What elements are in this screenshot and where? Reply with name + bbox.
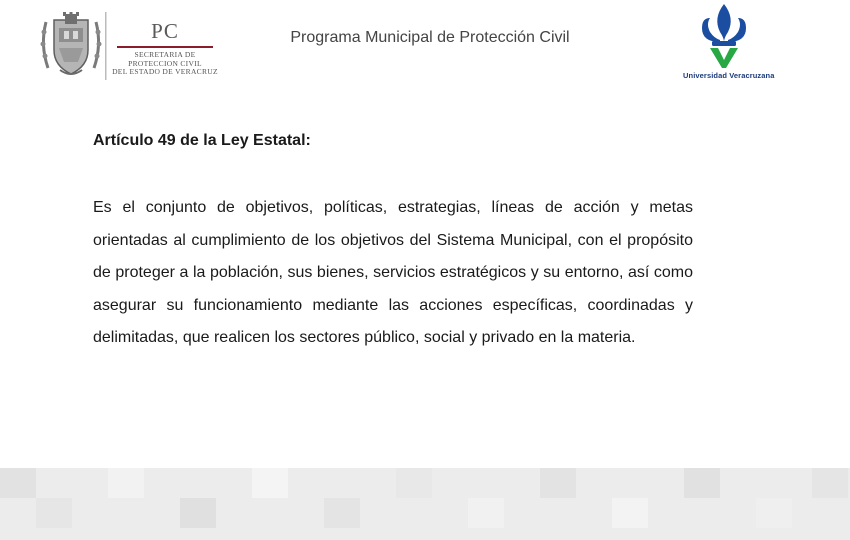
footer-tile <box>540 468 576 498</box>
pc-line-1: SECRETARIA DE <box>134 50 196 59</box>
fleur-de-lis-icon <box>680 2 780 70</box>
footer-tile <box>108 468 144 498</box>
article-body: Es el conjunto de objetivos, políticas, estrategias, líneas de acción y metas orientadas al cumplimiento de los objetivos del Sistema Municipal, con el propósito de proteger a la población, sus bienes, servicios estratégicos y su entorno, así como asegurar su funcionamiento mediante las acciones específicas, coordinadas y delimitadas, que realicen los sectores público, social y privado en la materia. <box>93 199 693 346</box>
footer-tile <box>812 468 848 498</box>
pc-line-2: PROTECCION CIVIL <box>128 58 202 68</box>
footer-tile <box>468 498 504 528</box>
footer-tile <box>180 498 216 528</box>
footer-tile <box>756 498 792 528</box>
article-heading: Artículo 49 de la Ley Estatal: <box>93 132 311 149</box>
footer-tile <box>684 468 720 498</box>
page-title: Programa Municipal de Protección Civil <box>290 29 570 46</box>
header <box>0 0 850 95</box>
footer-tile <box>396 468 432 498</box>
university-name: Universidad Veracruzana <box>683 71 775 80</box>
footer-tile <box>252 468 288 498</box>
footer-tile <box>612 498 648 528</box>
footer-tile <box>0 468 36 498</box>
pc-abbr: PC <box>151 19 179 43</box>
footer-tile <box>36 498 72 528</box>
footer-pattern <box>0 468 850 540</box>
article-content <box>93 128 693 355</box>
footer-tile <box>324 498 360 528</box>
pc-line-3: DEL ESTADO DE VERACRUZ <box>112 67 218 76</box>
